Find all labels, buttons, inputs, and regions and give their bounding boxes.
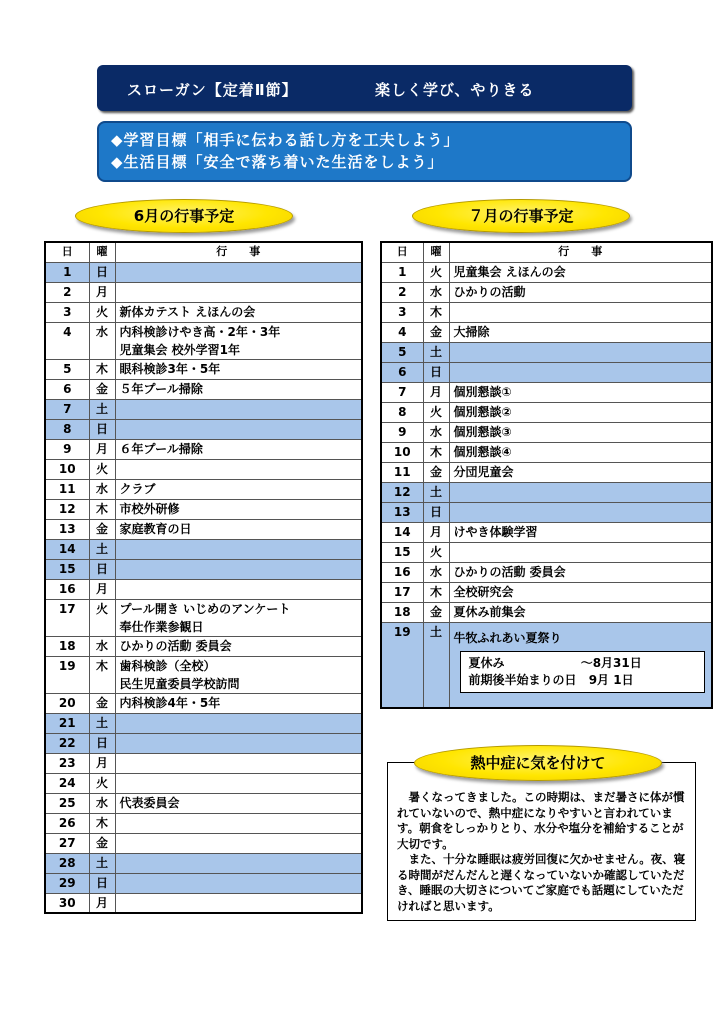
event-cell [115, 419, 362, 439]
event-cell [115, 579, 362, 599]
weekday-cell: 土 [423, 482, 449, 502]
table-row [45, 539, 362, 559]
event-cell [449, 622, 712, 708]
day-cell: 11 [45, 479, 89, 499]
event-line: 夏休み前集会 [453, 604, 526, 619]
weekday-cell: 月 [423, 522, 449, 542]
event-line: 個別懇談③ [453, 424, 512, 439]
table-row [381, 402, 712, 422]
day-cell: 13 [381, 502, 423, 522]
heat-paragraph-2: また、十分な睡眠は疲労回復に欠かせません。夜、寝る時間がだんだんと遅くなっていないか確認していただき、睡眠の大切さについてご家庭でも話題にしていただければと思います。 [397, 852, 686, 913]
weekday-cell: 火 [89, 599, 115, 636]
weekday-cell: 火 [423, 262, 449, 282]
event-cell [449, 582, 712, 602]
event-cell [115, 559, 362, 579]
event-line: ５年プール掃除 [119, 381, 203, 396]
table-header-row [381, 242, 712, 262]
weekday-cell: 金 [89, 519, 115, 539]
table-row [45, 713, 362, 733]
event-line: プール開き いじめのアンケート [119, 601, 291, 616]
table-row [45, 419, 362, 439]
july-calendar-table [380, 241, 713, 709]
table-row [45, 693, 362, 713]
study-goal: ◆学習目標「相手に伝わる話し方を工夫しよう」 [111, 131, 460, 149]
event-cell [115, 773, 362, 793]
event-cell [115, 656, 362, 693]
june-calendar-table [44, 241, 363, 914]
event-cell [449, 302, 712, 322]
event-cell [449, 562, 712, 582]
event-cell [115, 302, 362, 322]
festival-event: 牛牧ふれあい夏祭り [453, 630, 562, 645]
table-row [381, 362, 712, 382]
table-row [45, 399, 362, 419]
weekday-cell: 水 [89, 793, 115, 813]
summer-value: ～8月31日 [580, 655, 642, 670]
weekday-cell: 木 [89, 499, 115, 519]
event-cell [449, 262, 712, 282]
table-row [45, 359, 362, 379]
weekday-cell: 火 [89, 459, 115, 479]
weekday-cell: 日 [89, 262, 115, 282]
day-cell: 19 [45, 656, 89, 693]
event-line: ひかりの活動 [453, 284, 526, 299]
weekday-cell: 木 [89, 656, 115, 693]
event-cell [449, 382, 712, 402]
life-goal: ◆生活目標「安全で落ち着いた生活をしよう」 [111, 153, 444, 171]
day-header: 日 [45, 242, 89, 262]
event-line: 大掃除 [453, 324, 490, 339]
day-cell: 16 [45, 579, 89, 599]
day-cell: 29 [45, 873, 89, 893]
event-line: 歯科検診（全校） [119, 658, 216, 673]
weekday-cell: 日 [89, 873, 115, 893]
day-cell: 20 [45, 693, 89, 713]
event-cell [115, 539, 362, 559]
day-cell: 16 [381, 562, 423, 582]
weekday-cell: 木 [89, 813, 115, 833]
day-cell: 10 [381, 442, 423, 462]
table-row [45, 733, 362, 753]
weekday-cell: 土 [89, 713, 115, 733]
day-cell: 26 [45, 813, 89, 833]
table-row [45, 519, 362, 539]
table-row [381, 382, 712, 402]
slogan-label: スローガン【定着Ⅱ節】 [127, 81, 298, 99]
day-cell: 24 [45, 773, 89, 793]
event-cell [449, 442, 712, 462]
day-cell: 13 [45, 519, 89, 539]
weekday-cell: 金 [423, 322, 449, 342]
event-cell [115, 322, 362, 359]
event-cell [115, 459, 362, 479]
day-cell: 27 [45, 833, 89, 853]
event-cell [115, 693, 362, 713]
table-row [45, 753, 362, 773]
table-row [381, 262, 712, 282]
event-cell [115, 793, 362, 813]
day-cell: 12 [45, 499, 89, 519]
event-cell [115, 379, 362, 399]
day-cell: 28 [45, 853, 89, 873]
weekday-cell: 水 [89, 479, 115, 499]
day-header: 日 [381, 242, 423, 262]
weekday-cell: 土 [423, 342, 449, 362]
event-line: 全校研究会 [453, 584, 514, 599]
table-row [381, 342, 712, 362]
weekday-header: 曜 [89, 242, 115, 262]
event-line: 個別懇談④ [453, 444, 512, 459]
event-header: 行事 [449, 242, 712, 262]
weekday-cell: 木 [423, 442, 449, 462]
table-row [45, 499, 362, 519]
event-cell [115, 713, 362, 733]
june-title: 6月の行事予定 [75, 199, 293, 233]
table-row [381, 422, 712, 442]
event-line: クラブ [119, 481, 156, 496]
table-row [381, 282, 712, 302]
day-cell: 5 [381, 342, 423, 362]
day-cell: 2 [381, 282, 423, 302]
event-line: 分団児童会 [453, 464, 514, 479]
day-cell: 3 [381, 302, 423, 322]
table-row [45, 282, 362, 302]
heat-paragraph-1: 暑くなってきました。この時期は、まだ暑さに体が慣れていないので、熱中症になりやすいと言われています。朝食をしっかりとり、水分や塩分を補給することが大切です。 [397, 790, 685, 851]
event-cell [449, 462, 712, 482]
heat-title: 熱中症に気を付けて [414, 745, 662, 781]
weekday-cell: 月 [89, 282, 115, 302]
event-cell [115, 636, 362, 656]
weekday-cell: 木 [89, 359, 115, 379]
event-cell [449, 502, 712, 522]
table-row [381, 442, 712, 462]
event-cell [449, 282, 712, 302]
second-term-label: 前期後半始まりの日 [468, 672, 577, 687]
table-row [45, 813, 362, 833]
day-cell: 17 [381, 582, 423, 602]
day-cell: 15 [45, 559, 89, 579]
summer-label: 夏休み [468, 655, 505, 670]
day-cell: 18 [381, 602, 423, 622]
day-cell: 4 [381, 322, 423, 342]
second-term-value: 9月 1日 [588, 672, 634, 687]
weekday-cell: 金 [89, 833, 115, 853]
table-row [45, 793, 362, 813]
event-cell [449, 362, 712, 382]
event-line: 民生児童委員学校訪問 [119, 676, 240, 691]
weekday-cell: 水 [423, 422, 449, 442]
day-cell: 9 [45, 439, 89, 459]
event-cell [449, 602, 712, 622]
day-cell: 7 [45, 399, 89, 419]
weekday-cell: 日 [423, 502, 449, 522]
table-row [45, 893, 362, 913]
table-row [45, 579, 362, 599]
weekday-cell: 月 [89, 439, 115, 459]
weekday-cell: 土 [423, 622, 449, 708]
day-cell: 7 [381, 382, 423, 402]
event-line: 代表委員会 [119, 795, 180, 810]
table-row [45, 302, 362, 322]
event-cell [449, 482, 712, 502]
day-cell: 3 [45, 302, 89, 322]
day-cell: 17 [45, 599, 89, 636]
event-cell [449, 422, 712, 442]
table-row [381, 542, 712, 562]
weekday-cell: 月 [89, 753, 115, 773]
table-row [381, 302, 712, 322]
weekday-cell: 金 [423, 602, 449, 622]
event-cell [449, 322, 712, 342]
event-cell [115, 359, 362, 379]
weekday-cell: 日 [89, 419, 115, 439]
event-line: 個別懇談① [453, 384, 512, 399]
event-line: 児童集会 えほんの会 [453, 264, 566, 279]
event-line: ひかりの活動 委員会 [119, 638, 232, 653]
event-line: 奉仕作業参観日 [119, 619, 204, 634]
event-cell [449, 542, 712, 562]
weekday-cell: 月 [89, 893, 115, 913]
event-line: 新体カテスト えほんの会 [119, 304, 256, 319]
weekday-cell: 金 [89, 379, 115, 399]
event-cell [115, 893, 362, 913]
table-row [45, 773, 362, 793]
weekday-cell: 木 [423, 302, 449, 322]
event-cell [115, 499, 362, 519]
day-cell: 5 [45, 359, 89, 379]
event-cell [115, 399, 362, 419]
weekday-cell: 金 [89, 693, 115, 713]
table-row [381, 602, 712, 622]
weekday-cell: 土 [89, 399, 115, 419]
table-row [45, 262, 362, 282]
slogan-text: 楽しく学び、やりきる [375, 81, 535, 99]
event-cell [115, 519, 362, 539]
event-cell [115, 753, 362, 773]
weekday-cell: 水 [423, 562, 449, 582]
event-line: 眼科検診3年・5年 [119, 361, 221, 376]
event-cell [115, 262, 362, 282]
event-line: けやき体験学習 [453, 524, 538, 539]
event-line: 市校外研修 [119, 501, 180, 516]
day-cell: 19 [381, 622, 423, 708]
day-cell: 18 [45, 636, 89, 656]
table-row [381, 622, 712, 708]
table-row [45, 439, 362, 459]
table-row [381, 582, 712, 602]
event-line: ひかりの活動 委員会 [453, 564, 566, 579]
table-row [45, 833, 362, 853]
day-cell: 23 [45, 753, 89, 773]
event-cell [115, 733, 362, 753]
event-cell [449, 522, 712, 542]
table-row [45, 599, 362, 636]
event-line: 内科検診4年・5年 [119, 695, 221, 710]
weekday-cell: 日 [89, 733, 115, 753]
day-cell: 30 [45, 893, 89, 913]
weekday-cell: 土 [89, 853, 115, 873]
event-line: ６年プール掃除 [119, 441, 203, 456]
summer-info-box [460, 651, 706, 693]
weekday-cell: 木 [423, 582, 449, 602]
event-line: 家庭教育の日 [119, 521, 192, 536]
table-row [45, 379, 362, 399]
event-cell [115, 479, 362, 499]
weekday-cell: 水 [89, 636, 115, 656]
day-cell: 14 [45, 539, 89, 559]
weekday-cell: 金 [423, 462, 449, 482]
table-row [45, 459, 362, 479]
day-cell: 8 [381, 402, 423, 422]
day-cell: 4 [45, 322, 89, 359]
weekday-cell: 日 [423, 362, 449, 382]
day-cell: 15 [381, 542, 423, 562]
weekday-cell: 火 [423, 542, 449, 562]
day-cell: 9 [381, 422, 423, 442]
table-row [381, 322, 712, 342]
table-row [381, 462, 712, 482]
event-cell [115, 282, 362, 302]
day-cell: 12 [381, 482, 423, 502]
table-row [45, 479, 362, 499]
table-row [45, 322, 362, 359]
table-row [381, 502, 712, 522]
weekday-cell: 月 [89, 579, 115, 599]
weekday-cell: 水 [89, 322, 115, 359]
day-cell: 1 [45, 262, 89, 282]
weekday-cell: 日 [89, 559, 115, 579]
event-cell [115, 599, 362, 636]
day-cell: 6 [381, 362, 423, 382]
day-cell: 6 [45, 379, 89, 399]
table-row [381, 482, 712, 502]
slogan-banner [97, 65, 632, 111]
event-cell [115, 873, 362, 893]
day-cell: 25 [45, 793, 89, 813]
event-cell [115, 853, 362, 873]
day-cell: 21 [45, 713, 89, 733]
heatstroke-notice [387, 762, 696, 921]
goals-box [97, 121, 632, 182]
july-title: ７月の行事予定 [412, 199, 630, 233]
event-cell [115, 813, 362, 833]
table-row [381, 522, 712, 542]
weekday-cell: 水 [423, 282, 449, 302]
weekday-cell: 土 [89, 539, 115, 559]
table-header-row [45, 242, 362, 262]
day-cell: 11 [381, 462, 423, 482]
table-row [45, 559, 362, 579]
table-row [45, 636, 362, 656]
event-line: 内科検診けやき高・2年・3年 [119, 324, 281, 339]
table-row [45, 656, 362, 693]
day-cell: 22 [45, 733, 89, 753]
weekday-cell: 火 [89, 302, 115, 322]
table-row [381, 562, 712, 582]
day-cell: 8 [45, 419, 89, 439]
day-cell: 10 [45, 459, 89, 479]
event-cell [449, 402, 712, 422]
day-cell: 2 [45, 282, 89, 302]
table-row [45, 853, 362, 873]
weekday-cell: 火 [89, 773, 115, 793]
weekday-cell: 火 [423, 402, 449, 422]
weekday-cell: 月 [423, 382, 449, 402]
event-cell [115, 833, 362, 853]
event-cell [115, 439, 362, 459]
day-cell: 14 [381, 522, 423, 542]
table-row [45, 873, 362, 893]
weekday-header: 曜 [423, 242, 449, 262]
event-header: 行事 [115, 242, 362, 262]
event-line: 個別懇談② [453, 404, 512, 419]
day-cell: 1 [381, 262, 423, 282]
event-line: 児童集会 校外学習1年 [119, 342, 241, 357]
event-cell [449, 342, 712, 362]
